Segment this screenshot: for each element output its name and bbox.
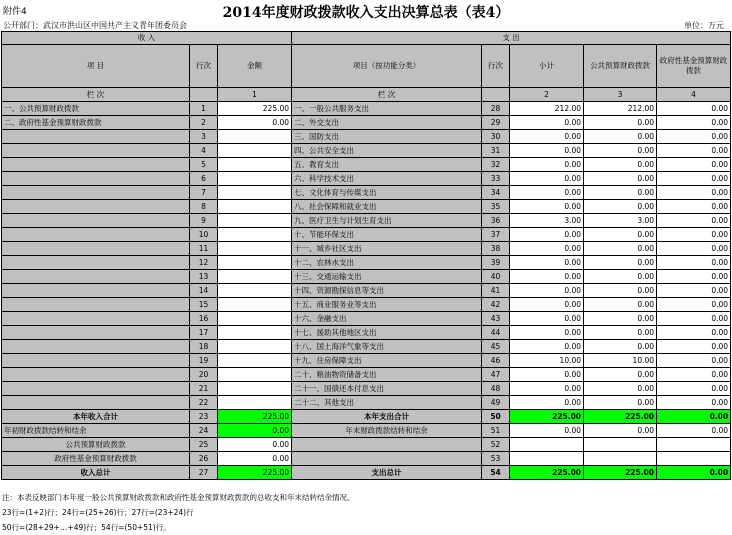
- row-expense-fund: 0.00: [657, 186, 731, 200]
- grand-expense-subtotal: 225.00: [510, 466, 584, 480]
- row-income-no: 22: [190, 396, 218, 410]
- row-income-no: 2: [190, 116, 218, 130]
- row-income-no: 7: [190, 186, 218, 200]
- row-income-no: 5: [190, 158, 218, 172]
- row-expense-subtotal: 0.00: [510, 172, 584, 186]
- grand-income-label: 收入总计: [2, 466, 190, 480]
- col-index-label-right: 栏 次: [292, 88, 482, 102]
- row-expense-subtotal: 0.00: [510, 284, 584, 298]
- row-expense-no: 48: [482, 382, 510, 396]
- row-income-amount: [218, 368, 292, 382]
- row-expense-item: 十六、金融支出: [292, 312, 482, 326]
- row-expense-item: 一、一般公共服务支出: [292, 102, 482, 116]
- row-expense-fund: 0.00: [657, 368, 731, 382]
- row-income-no: 6: [190, 172, 218, 186]
- row-income-amount: [218, 158, 292, 172]
- row-expense-fund: 0.00: [657, 340, 731, 354]
- footnote-line-1: 注：本表反映部门本年度一般公共预算财政拨款和政府性基金预算财政拨款的总收支和年末结转结余情况。: [2, 493, 355, 502]
- table-row: [2, 228, 731, 242]
- table-row: [2, 256, 731, 270]
- row-expense-fund: 0.00: [657, 270, 731, 284]
- footnote-line-2: 23行=(1+2)行；24行=(25+26)行；27行=(23+24)行: [2, 508, 194, 517]
- row-income-item: [2, 368, 190, 382]
- row-income-amount: [218, 144, 292, 158]
- income-total-label: 本年收入合计: [2, 410, 190, 424]
- end-balance-label: 年末财政拨款结转和结余: [292, 424, 482, 438]
- row-income-no: 12: [190, 256, 218, 270]
- row-income-item: [2, 200, 190, 214]
- report-title: 2014年度财政拨款收入支出决算总表（表4）: [222, 5, 510, 21]
- row-expense-public: 0.00: [584, 116, 657, 130]
- end-balance-no: 51: [482, 424, 510, 438]
- table-row: [2, 284, 731, 298]
- begin-balance-label: 年初财政拨款结转和结余: [2, 424, 190, 438]
- budget-table: [1, 31, 731, 480]
- row-expense-fund: 0.00: [657, 228, 731, 242]
- row-expense-fund: 0.00: [657, 382, 731, 396]
- row-income-no: 21: [190, 382, 218, 396]
- row-income-item: [2, 270, 190, 284]
- row-income-no: 20: [190, 368, 218, 382]
- department-label: 公开部门：武汉市洪山区中国共产主义青年团委员会: [3, 21, 187, 30]
- table-row: [2, 200, 731, 214]
- row-expense-public: 0.00: [584, 130, 657, 144]
- row-expense-item: 十七、援助其他地区支出: [292, 326, 482, 340]
- row-income-item: [2, 256, 190, 270]
- row-expense-subtotal: 3.00: [510, 214, 584, 228]
- row-expense-subtotal: 0.00: [510, 298, 584, 312]
- row-expense-fund: 0.00: [657, 242, 731, 256]
- grand-expense-fund: 0.00: [657, 466, 731, 480]
- expense-total-no: 50: [482, 410, 510, 424]
- row-income-item: [2, 326, 190, 340]
- row-income-item: [2, 214, 190, 228]
- row-income-item: [2, 242, 190, 256]
- row-expense-subtotal: 0.00: [510, 256, 584, 270]
- row-expense-item: 二、外交支出: [292, 116, 482, 130]
- table-row: [2, 298, 731, 312]
- row-expense-no: 42: [482, 298, 510, 312]
- row-expense-public: 0.00: [584, 368, 657, 382]
- row-expense-fund: 0.00: [657, 256, 731, 270]
- row-expense-public: 3.00: [584, 214, 657, 228]
- row-expense-subtotal: 0.00: [510, 396, 584, 410]
- row-expense-subtotal: 0.00: [510, 144, 584, 158]
- row-expense-fund: 0.00: [657, 200, 731, 214]
- table-row: [2, 396, 731, 410]
- row-income-amount: [218, 340, 292, 354]
- gov-fund-value: 0.00: [218, 452, 292, 466]
- row-expense-subtotal: 0.00: [510, 116, 584, 130]
- table-row: [2, 214, 731, 228]
- row-income-no: 16: [190, 312, 218, 326]
- row-income-no: 11: [190, 242, 218, 256]
- row-income-amount: [218, 312, 292, 326]
- row-expense-subtotal: 0.00: [510, 130, 584, 144]
- row-income-amount: [218, 186, 292, 200]
- row-expense-no: 35: [482, 200, 510, 214]
- row-expense-no: 44: [482, 326, 510, 340]
- row-income-no: 13: [190, 270, 218, 284]
- row-expense-item: 十八、国土海洋气象等支出: [292, 340, 482, 354]
- row-expense-subtotal: 0.00: [510, 270, 584, 284]
- row-income-amount: [218, 256, 292, 270]
- row-income-amount: [218, 298, 292, 312]
- footnotes: [2, 490, 355, 535]
- row-income-amount: 225.00: [218, 102, 292, 116]
- row-expense-public: 0.00: [584, 242, 657, 256]
- public-budget-right-no: 52: [482, 438, 510, 452]
- row-expense-no: 37: [482, 228, 510, 242]
- unit-label: 单位：万元: [684, 21, 724, 30]
- row-income-amount: [218, 354, 292, 368]
- income-total-value: 225.00: [218, 410, 292, 424]
- col-row-no: 行次: [190, 45, 218, 88]
- annex-label: 附件4: [3, 7, 27, 17]
- grand-income-no: 27: [190, 466, 218, 480]
- row-income-amount: [218, 242, 292, 256]
- row-expense-public: 0.00: [584, 396, 657, 410]
- row-expense-no: 29: [482, 116, 510, 130]
- income-total-no: 23: [190, 410, 218, 424]
- row-income-no: 19: [190, 354, 218, 368]
- table-row: [2, 158, 731, 172]
- row-expense-item: 三、国防支出: [292, 130, 482, 144]
- table-row: [2, 102, 731, 116]
- end-balance-subtotal: 0.00: [510, 424, 584, 438]
- row-expense-item: 二十、粮油物资储备支出: [292, 368, 482, 382]
- row-expense-fund: 0.00: [657, 326, 731, 340]
- row-expense-subtotal: 0.00: [510, 368, 584, 382]
- row-expense-item: 五、教育支出: [292, 158, 482, 172]
- row-income-amount: [218, 172, 292, 186]
- row-income-item: [2, 158, 190, 172]
- row-expense-public: 0.00: [584, 228, 657, 242]
- row-expense-item: 十三、交通运输支出: [292, 270, 482, 284]
- row-expense-no: 34: [482, 186, 510, 200]
- table-row: [2, 270, 731, 284]
- gov-fund-right-no: 53: [482, 452, 510, 466]
- row-expense-no: 39: [482, 256, 510, 270]
- expense-total-fund: 0.00: [657, 410, 731, 424]
- table-row: [2, 340, 731, 354]
- row-expense-fund: 0.00: [657, 130, 731, 144]
- row-expense-no: 47: [482, 368, 510, 382]
- row-expense-no: 43: [482, 312, 510, 326]
- row-expense-item: 九、医疗卫生与计划生育支出: [292, 214, 482, 228]
- table-row: [2, 172, 731, 186]
- row-income-amount: [218, 284, 292, 298]
- row-expense-subtotal: 10.00: [510, 354, 584, 368]
- row-expense-no: 28: [482, 102, 510, 116]
- end-balance-fund: 0.00: [657, 424, 731, 438]
- row-income-item: [2, 130, 190, 144]
- col-item-func: 项目（按功能分类）: [292, 45, 482, 88]
- row-income-item: [2, 228, 190, 242]
- row-expense-no: 32: [482, 158, 510, 172]
- table-row: [2, 312, 731, 326]
- row-expense-public: 0.00: [584, 256, 657, 270]
- row-expense-public: 0.00: [584, 270, 657, 284]
- row-expense-subtotal: 0.00: [510, 186, 584, 200]
- grand-expense-label: 支出总计: [292, 466, 482, 480]
- row-expense-fund: 0.00: [657, 102, 731, 116]
- row-income-item: [2, 172, 190, 186]
- row-income-amount: [218, 382, 292, 396]
- row-income-no: 1: [190, 102, 218, 116]
- row-income-amount: [218, 228, 292, 242]
- public-budget-no: 25: [190, 438, 218, 452]
- row-expense-fund: 0.00: [657, 284, 731, 298]
- row-expense-no: 45: [482, 340, 510, 354]
- row-income-item: [2, 186, 190, 200]
- table-row: [2, 130, 731, 144]
- row-expense-no: 41: [482, 284, 510, 298]
- row-expense-fund: 0.00: [657, 354, 731, 368]
- table-row: [2, 382, 731, 396]
- row-income-item: 二、政府性基金预算财政拨款: [2, 116, 190, 130]
- public-budget-value: 0.00: [218, 438, 292, 452]
- row-income-no: 18: [190, 340, 218, 354]
- row-expense-item: 二十二、其他支出: [292, 396, 482, 410]
- row-expense-public: 0.00: [584, 340, 657, 354]
- row-expense-public: 0.00: [584, 172, 657, 186]
- row-expense-item: 七、文化体育与传媒支出: [292, 186, 482, 200]
- row-income-no: 3: [190, 130, 218, 144]
- table-row: [2, 368, 731, 382]
- row-income-no: 17: [190, 326, 218, 340]
- expense-total-subtotal: 225.00: [510, 410, 584, 424]
- row-expense-item: 十、节能环保支出: [292, 228, 482, 242]
- row-expense-public: 212.00: [584, 102, 657, 116]
- table-row: [2, 144, 731, 158]
- col-gov-fund: 政府性基金预算财政拨款: [657, 45, 731, 88]
- grand-expense-no: 54: [482, 466, 510, 480]
- row-expense-public: 0.00: [584, 158, 657, 172]
- col-public-budget: 公共预算财政拨款: [584, 45, 657, 88]
- row-expense-public: 0.00: [584, 200, 657, 214]
- row-expense-no: 46: [482, 354, 510, 368]
- col-index-2: 2: [510, 88, 584, 102]
- row-expense-fund: 0.00: [657, 298, 731, 312]
- row-expense-public: 0.00: [584, 298, 657, 312]
- col-index-4: 4: [657, 88, 731, 102]
- begin-balance-no: 24: [190, 424, 218, 438]
- table-row: [2, 186, 731, 200]
- row-income-amount: [218, 130, 292, 144]
- col-amount: 金额: [218, 45, 292, 88]
- row-expense-subtotal: 0.00: [510, 158, 584, 172]
- row-expense-fund: 0.00: [657, 312, 731, 326]
- row-expense-item: 十二、农林水支出: [292, 256, 482, 270]
- row-expense-fund: 0.00: [657, 214, 731, 228]
- col-index-label: 栏 次: [2, 88, 190, 102]
- row-income-no: 14: [190, 284, 218, 298]
- row-expense-item: 六、科学技术支出: [292, 172, 482, 186]
- row-income-item: [2, 298, 190, 312]
- row-expense-no: 38: [482, 242, 510, 256]
- table-row: [2, 116, 731, 130]
- row-expense-item: 十九、住房保障支出: [292, 354, 482, 368]
- row-income-item: [2, 312, 190, 326]
- col-row-no-2: 行次: [482, 45, 510, 88]
- row-expense-subtotal: 0.00: [510, 340, 584, 354]
- row-expense-no: 33: [482, 172, 510, 186]
- row-expense-fund: 0.00: [657, 116, 731, 130]
- row-expense-public: 10.00: [584, 354, 657, 368]
- row-income-item: [2, 382, 190, 396]
- row-expense-item: 八、社会保障和就业支出: [292, 200, 482, 214]
- row-income-item: [2, 144, 190, 158]
- income-header: 收 入: [2, 32, 292, 45]
- row-income-item: 一、公共预算财政拨款: [2, 102, 190, 116]
- table-row: [2, 242, 731, 256]
- expense-total-public: 225.00: [584, 410, 657, 424]
- row-expense-public: 0.00: [584, 284, 657, 298]
- row-expense-public: 0.00: [584, 312, 657, 326]
- row-expense-subtotal: 0.00: [510, 326, 584, 340]
- row-income-item: [2, 340, 190, 354]
- gov-fund-label: 政府性基金预算财政拨款: [2, 452, 190, 466]
- footnote-line-3: 50行=(28+29+…+49)行；54行=(50+51)行。: [2, 523, 171, 532]
- row-expense-public: 0.00: [584, 186, 657, 200]
- row-expense-subtotal: 0.00: [510, 242, 584, 256]
- col-item: 项 目: [2, 45, 190, 88]
- row-expense-no: 31: [482, 144, 510, 158]
- col-index-1: 1: [218, 88, 292, 102]
- row-income-no: 9: [190, 214, 218, 228]
- table-row: [2, 326, 731, 340]
- row-expense-subtotal: 0.00: [510, 200, 584, 214]
- grand-expense-public: 225.00: [584, 466, 657, 480]
- table-row: [2, 354, 731, 368]
- begin-balance-value: 0.00: [218, 424, 292, 438]
- end-balance-public: 0.00: [584, 424, 657, 438]
- row-expense-subtotal: 0.00: [510, 312, 584, 326]
- row-income-no: 10: [190, 228, 218, 242]
- public-budget-label: 公共预算财政拨款: [2, 438, 190, 452]
- row-income-no: 4: [190, 144, 218, 158]
- row-expense-subtotal: 212.00: [510, 102, 584, 116]
- expense-header: 支 出: [292, 32, 731, 45]
- grand-income-value: 225.00: [218, 466, 292, 480]
- gov-fund-no: 26: [190, 452, 218, 466]
- row-expense-no: 49: [482, 396, 510, 410]
- row-income-item: [2, 354, 190, 368]
- row-income-amount: [218, 326, 292, 340]
- row-expense-item: 十四、资源勘探信息等支出: [292, 284, 482, 298]
- row-income-item: [2, 284, 190, 298]
- row-income-no: 8: [190, 200, 218, 214]
- row-income-amount: [218, 270, 292, 284]
- row-expense-public: 0.00: [584, 144, 657, 158]
- row-expense-fund: 0.00: [657, 172, 731, 186]
- row-income-item: [2, 396, 190, 410]
- row-income-amount: [218, 214, 292, 228]
- col-subtotal: 小计: [510, 45, 584, 88]
- row-expense-fund: 0.00: [657, 158, 731, 172]
- row-income-amount: 0.00: [218, 116, 292, 130]
- col-index-3: 3: [584, 88, 657, 102]
- row-income-amount: [218, 200, 292, 214]
- row-expense-fund: 0.00: [657, 396, 731, 410]
- row-expense-subtotal: 0.00: [510, 228, 584, 242]
- row-expense-public: 0.00: [584, 326, 657, 340]
- expense-total-label: 本年支出合计: [292, 410, 482, 424]
- row-income-amount: [218, 396, 292, 410]
- row-expense-no: 36: [482, 214, 510, 228]
- row-expense-public: 0.00: [584, 382, 657, 396]
- row-income-no: 15: [190, 298, 218, 312]
- row-expense-item: 二十一、国债还本付息支出: [292, 382, 482, 396]
- row-expense-item: 四、公共安全支出: [292, 144, 482, 158]
- row-expense-fund: 0.00: [657, 144, 731, 158]
- row-expense-item: 十五、商业服务业等支出: [292, 298, 482, 312]
- row-expense-no: 40: [482, 270, 510, 284]
- row-expense-item: 十一、城乡社区支出: [292, 242, 482, 256]
- row-expense-no: 30: [482, 130, 510, 144]
- row-expense-subtotal: 0.00: [510, 382, 584, 396]
